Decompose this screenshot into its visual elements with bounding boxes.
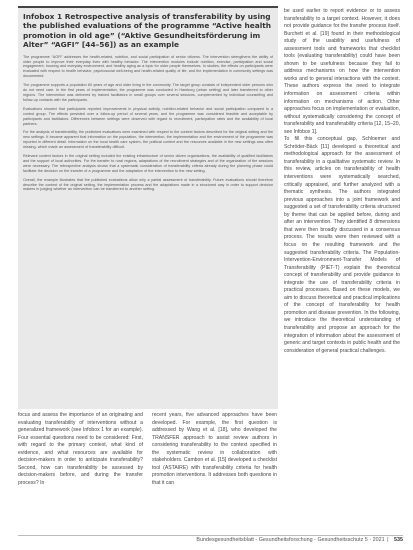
body-paragraph: be used earlier to report evidence or to assess transferability to a target context. However, it does not provide guidance for the transfer process itself. Burchett et al. [19] found in their methodological study of the usability and usefulness of assessment tools and frameworks that checklist tools (evaluating transferability) could have been shown to be usefulness because they fail to address mechanisms on how the intervention works and to general interactions with the context. These authors express the need to integrate information on assessment criteria within information on mechanisms of action. Other approaches focus on implementation or evaluation, without systematically considering the concept of transferability and transferability criteria [12, 15–20, see Infobox 1]. bbox=[284, 8, 400, 135]
footer-separator: | bbox=[387, 537, 389, 543]
page-number: 535 bbox=[394, 537, 403, 543]
body-paragraph: focus and assess the importance of an originating and evaluating transferability of interventions without a generalized framework (see Infobox 1 for an example). Four essential questions need to be considered: First, with regard to the primary context, what kind of evidence, and what resources are available for decision-makers in order to anticipate transferability? Second, how can transferability be assessed by decision-makers before, and during the transfer process? In bbox=[18, 412, 143, 486]
infobox-paragraph: The programme supports a population 60 years of age and older living in the community. The target group consists of independent older persons who do not need care. In the first years of implementation, the programme was conducted in Hamburg (urban setting) and later transferred to other regions. The intervention was delivered by trained facilitators in small groups over several sessions, complemented by individual counselling and follow-up contacts with the participants. bbox=[23, 83, 273, 102]
right-text-column bbox=[284, 8, 400, 528]
page-footer bbox=[18, 535, 403, 545]
infobox-title bbox=[23, 12, 273, 50]
infobox bbox=[18, 6, 278, 409]
infobox-heading: Retrospective analysis of transferability by using the published evaluations of the programme “Active health promotion in old age” (“Aktive Gesundheitsförderung im Alter” “AGFI” [44–56]) as an example bbox=[23, 12, 272, 50]
bottom-left-text-column bbox=[18, 412, 143, 528]
infobox-label: Infobox 1 bbox=[23, 12, 63, 21]
bottom-middle-text-column bbox=[152, 412, 277, 528]
infobox-paragraph: Evaluations showed that participants reported improvements in physical activity, nutrition-related behavior and social participation compared to a control group. The effects persisted over a follow-up period of several years, and the programme was considered feasible and acceptable by participants and facilitators. Differences between settings were observed with regard to recruitment, participation rates and the availability of local partners. bbox=[23, 106, 273, 126]
body-paragraph: recent years, five advanced approaches have been developed. For example, the first question is addressed by Wang et al. [18], who developed the TRANSFER approach to assist review authors in considering transferability to the context specified in the systematic review in collaboration with stakeholders. Cambon et al. [15] developed a checklist tool (ASTAIRE) with transferability criteria for health promotion interventions. It addresses both questions in that it can bbox=[152, 412, 277, 486]
journal-name: Bundesgesundheitsblatt - Gesundheitsforschung - Gesundheitsschutz 5 · 2021 bbox=[196, 537, 385, 543]
body-paragraph: To fill this conceptual gap, Schloemer and Schröder-Bäck [11] developed a theoretical and methodological approach for the assessment of transferability in a qualitative systematic review. In this review, articles on transferability of health interventions were systematically searched, critically appraised, and further analyzed with a thematic synthesis. The authors integrated previous approaches into a joint framework and suggested a set of transferability criteria structured by theme that can be applied before, during and after an intervention. They identified 8 dimensions that were then broadly discussed in a consensus process. The results were then reviewed with a focus on the resulting framework and the suggested transferability criteria. The Population-Intervention-Environment-Transfer Models of Transferability (PIET-T) explain the theoretical concept of transferability and provide guidance to integrate the use of transferability criteria in practical processes. Based on these models, we aim to discuss theoretical and practical implications of the concept of transferability for health promotion and disease prevention. In the following, we introduce the theoretical understanding of transferability and propose an approach for the integration of information about the assessment of generic and target contexts in public health and the consideration of general practical challenges. bbox=[284, 136, 400, 354]
infobox-paragraph: Relevant context factors in the original setting included the existing infrastructure of senior citizen organizations, the availability of qualified facilitators and the support of local authorities. For the transfer to rural regions, adaptations of the recruitment strategies and of the organization of the sessions were necessary. The retrospective analysis shows that a systematic consideration of transferability criteria already during the planning phase could facilitate the decision on the transfer of a programme and the adaptation of the intervention to the new setting. bbox=[23, 154, 273, 173]
infobox-paragraph: For the analysis of transferability, the published evaluations were examined with respect to the context factors described for the original setting and the new settings. It became apparent that information on the population, the intervention, the implementation and the environment of the programme was reported in different detail. Information on the local health care system, the political context and the resources available in the new settings was often missing, which made an assessment of transferability difficult. bbox=[23, 130, 273, 150]
infobox-paragraph: Overall, the example illustrates that the published evaluations allow only a partial assessment of transferability. Future evaluations should therefore describe the context of the original setting, the implementation process and the adaptations made in a structured way in order to support decision makers in judging whether an intervention can be transferred to another setting. bbox=[23, 177, 273, 192]
infobox-paragraph: The programme “AGFI” addresses the health-related, nutrition, and social participation of senior citizens. The intervention strengthens the ability of older people to improve their everyday lives with healthy behavior. The intervention modules include nutrition, exercise, participation and social engagement, housing and everyday environment, and healthy aging as a topic for older people themselves. In studies, the effects on participants were evaluated with respect to health behavior, psychosocial well-being and health-related quality of life, and the implementation in community settings was documented. bbox=[23, 54, 273, 79]
